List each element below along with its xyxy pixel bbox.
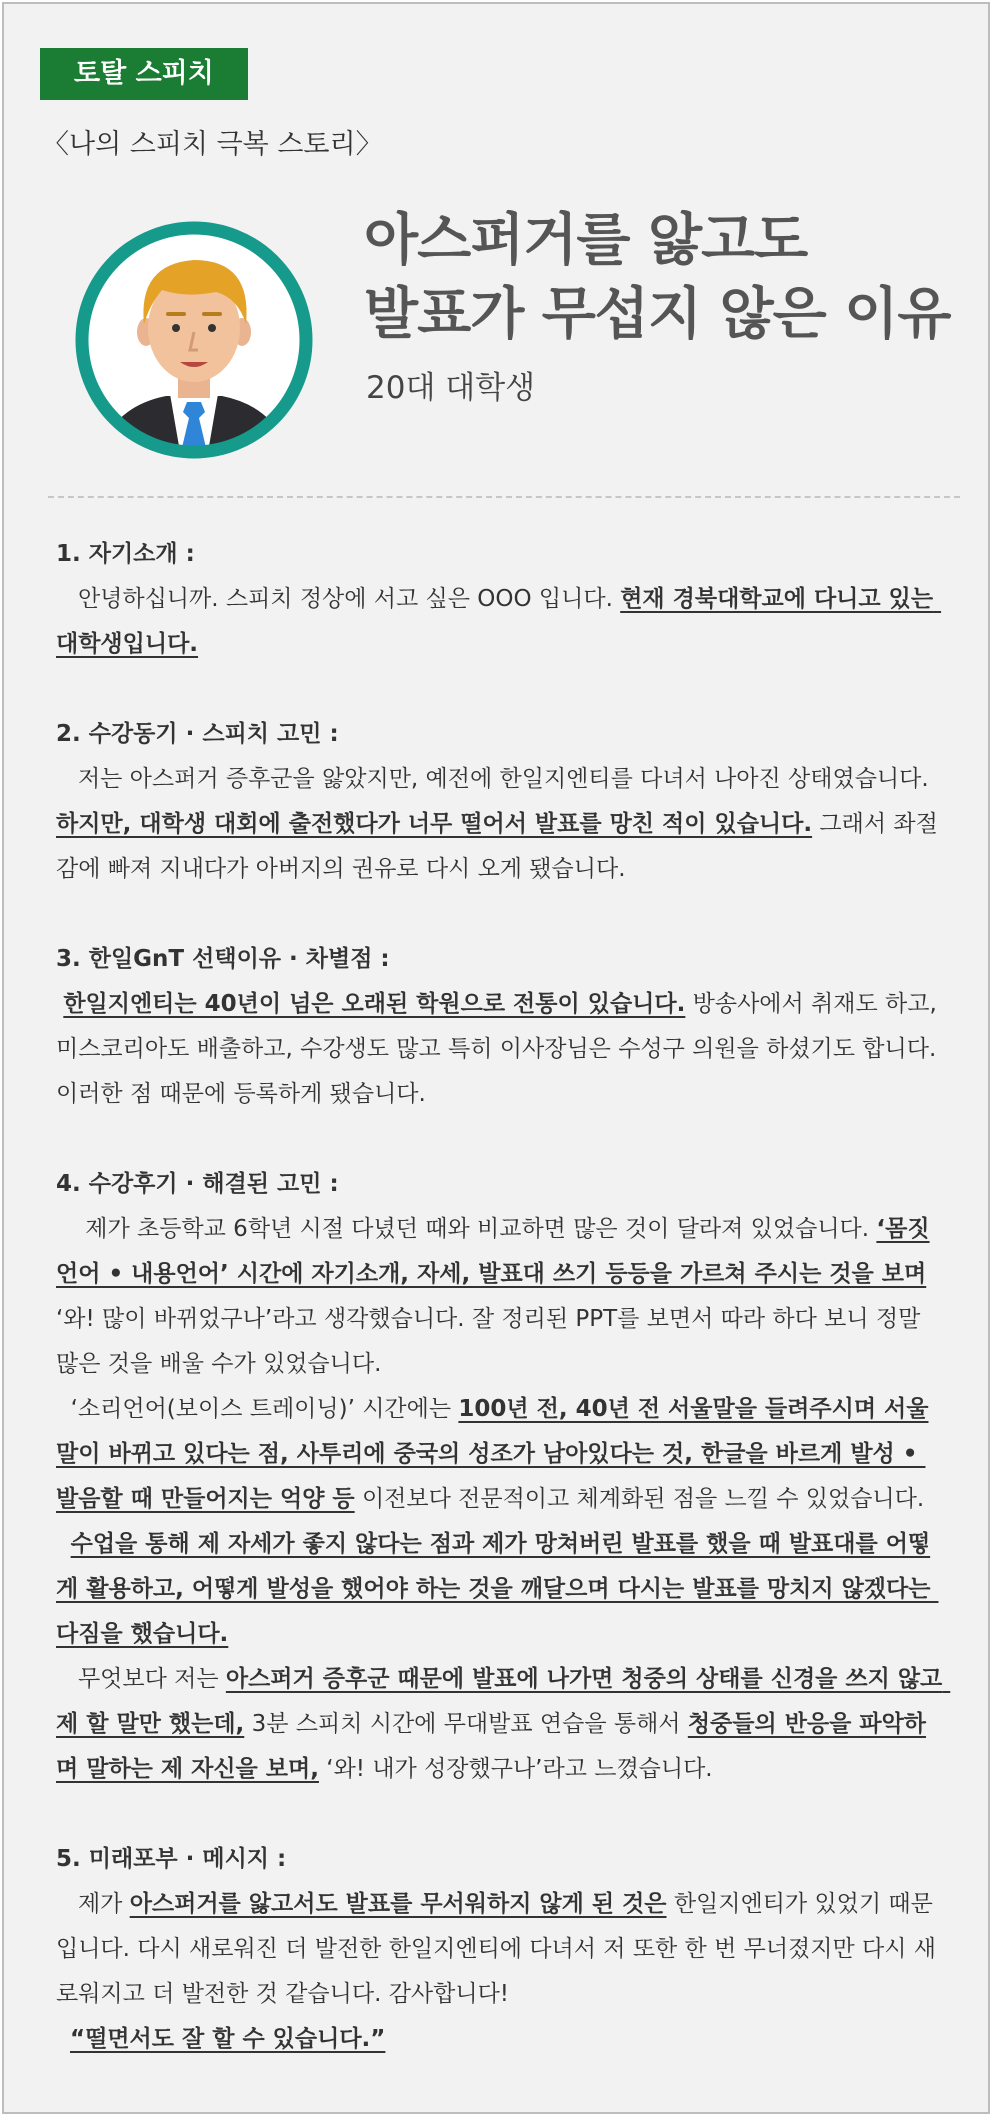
body-text: 한일지엔티가 있었기 때문입니다. 다시 새로워진 더 발전한 한일지엔티에 다녀서 저 또한 한 번 무너졌지만 다시 새로워지고 더 발전한 것 같습니다. 감사합니다! [56, 1891, 936, 2007]
emphasis-text: 하지만, 대학생 대회에 출전했다가 너무 떨어서 발표를 망친 적이 있습니다. [56, 811, 813, 837]
section-title: 4. 수강후기 · 해결된 고민 : [56, 1171, 339, 1197]
emphasis-text: 한일지엔티는 40년이 넘은 오래된 학원으로 전통이 있습니다. [63, 991, 686, 1017]
section-title: 5. 미래포부 · 메시지 : [56, 1846, 287, 1872]
section-paragraph [56, 1387, 946, 1522]
section-3 [56, 937, 946, 1117]
section-paragraph [56, 1207, 946, 1387]
body-text: 제가 초등학교 6학년 시절 다녔던 때와 비교하면 많은 것이 달라져 있었습니다. [56, 1216, 877, 1242]
avatar-icon [66, 212, 322, 468]
body-text: 이전보다 전문적이고 체계화된 점을 느낄 수 있었습니다. [354, 1486, 925, 1512]
hero-title-line2: 발표가 무섭지 않은 이유 [364, 282, 951, 347]
section-paragraph [56, 757, 946, 892]
body-text: 방송사에서 취재도 하고, 미스코리아도 배출하고, 수강생도 많고 특히 이사장님은 수성구 의원을 하셨기도 합니다. 이러한 점 때문에 등록하게 됐습니다. [56, 991, 945, 1107]
closing-quote: “떨면서도 잘 할 수 있습니다.” [70, 2026, 386, 2052]
body-text: 3분 스피치 시간에 무대발표 연습을 통해서 [244, 1711, 688, 1737]
body-text: 저는 아스퍼거 증후군을 앓았지만, 예전에 한일지엔티를 다녀서 나아진 상태였습니다. [56, 766, 936, 792]
body-text [56, 1531, 71, 1557]
story-content [56, 532, 951, 2062]
emphasis-text: 아스퍼거 증후군 때문에 발표에 나가면 청중의 상태를 신경을 쓰지 않고 제 할 말만 했는데, [56, 1666, 951, 1737]
body-text: 제가 [56, 1891, 130, 1917]
emphasis-text: 아스퍼거를 앓고서도 발표를 무서워하지 않게 된 것은 [129, 1891, 667, 1917]
body-text: ‘소리언어(보이스 트레이닝)’ 시간에는 [56, 1396, 459, 1422]
emphasis-text: 청중들의 반응을 파악하며 말하는 제 자신을 보며, [56, 1711, 927, 1782]
body-text: ‘와! 많이 바뀌었구나’라고 생각했습니다. 잘 정리된 PPT를 보면서 따라 하다 보니 정말 많은 것을 배울 수가 있었습니다. [56, 1261, 934, 1377]
hero-subtitle: 20대 대학생 [366, 370, 536, 406]
section-paragraph [56, 577, 946, 667]
section-paragraph [56, 1522, 946, 1657]
section-2 [56, 712, 946, 892]
emphasis-text: 100년 전, 40년 전 서울말을 들려주시며 서울말이 바뀌고 있다는 점, 사투리에 중국의 성조가 남아있다는 것, 한글을 바르게 발성 • 발음할 때 만들어지는 억양 등 [56, 1396, 929, 1512]
body-text: 안녕하십니까. 스피치 정상에 서고 싶은 OOO 입니다. [56, 586, 621, 612]
section-paragraph [56, 982, 946, 1117]
body-text: 무엇보다 저는 [56, 1666, 226, 1692]
section-4 [56, 1162, 951, 1792]
category-tag: 토탈 스피치 [40, 48, 248, 100]
emphasis-text: 수업을 통해 제 자세가 좋지 않다는 점과 제가 망쳐버린 발표를 했을 때 발표대를 어떻게 활용하고, 어떻게 발성을 했어야 하는 것을 깨달으며 다시는 발표를 망치지 않겠다는 다짐을 했습니다. [56, 1531, 939, 1647]
section-1 [56, 532, 946, 667]
section-title: 1. 자기소개 : [56, 541, 195, 567]
section-5 [56, 1837, 946, 2062]
body-text: ‘와! 내가 성장했구나’라고 느꼈습니다. [318, 1756, 713, 1782]
section-paragraph [56, 1657, 951, 1792]
section-title: 2. 수강동기 · 스피치 고민 : [56, 721, 339, 747]
hero-title-line1: 아스퍼거를 앓고도 [364, 208, 808, 273]
hero-title [364, 204, 950, 352]
emphasis-text: ‘몸짓언어 • 내용언어’ 시간에 자기소개, 자세, 발표대 쓰기 등등을 가르쳐 주시는 것을 보며 [56, 1216, 930, 1287]
body-text: 그래서 좌절감에 빠져 지내다가 아버지의 권유로 다시 오게 됐습니다. [56, 811, 938, 882]
section-paragraph [56, 1882, 946, 2017]
dashed-divider [48, 496, 960, 498]
body-text [198, 631, 205, 657]
section-title: 3. 한일GnT 선택이유 · 차별점 : [56, 946, 390, 972]
emphasis-text: 현재 경북대학교에 다니고 있는 대학생입니다. [56, 586, 942, 657]
page-frame [2, 2, 990, 2114]
story-subtitle: 〈나의 스피치 극복 스토리〉 [42, 129, 383, 160]
